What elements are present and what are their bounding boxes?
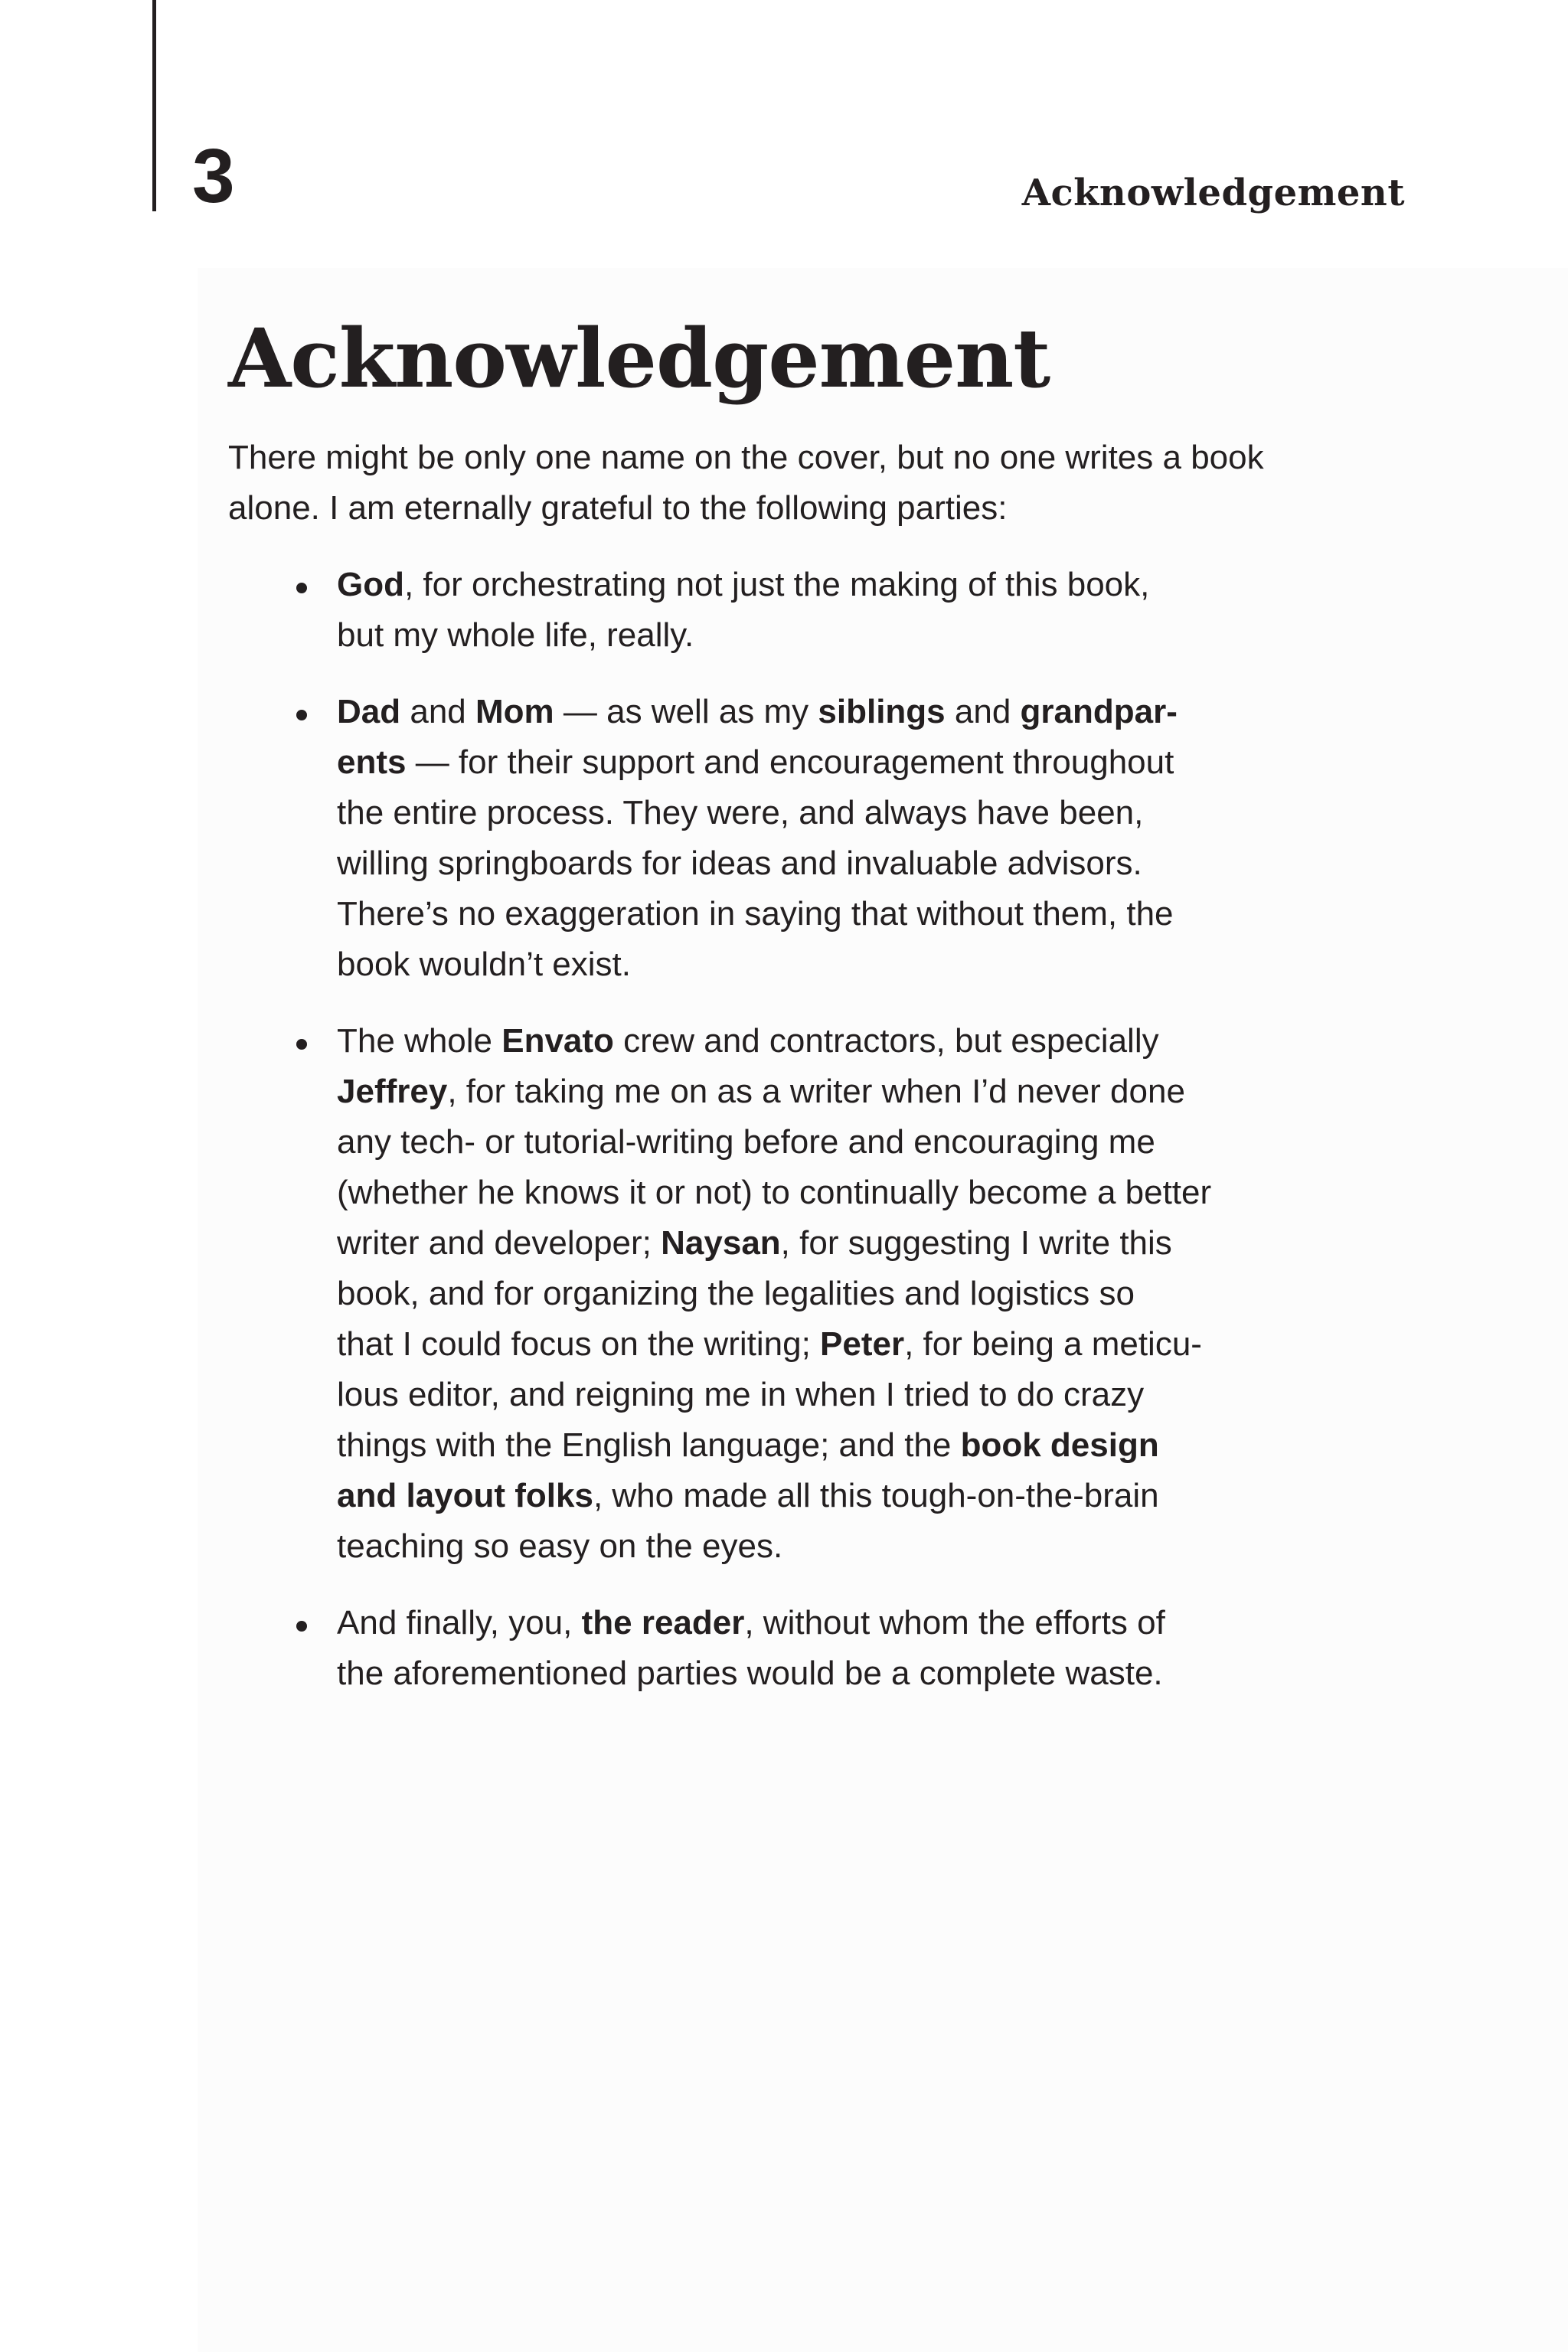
text-run: , for suggesting I write this xyxy=(780,1223,1172,1262)
text-line xyxy=(337,1174,1211,1211)
text-run: and xyxy=(400,692,475,730)
running-header-title: Acknowledgement xyxy=(1021,172,1405,214)
acknowledgement-list xyxy=(228,560,1315,1699)
bold-name: book design xyxy=(960,1426,1159,1464)
text-line xyxy=(337,1224,1172,1262)
text-run: — as well as my xyxy=(554,692,818,730)
text-line xyxy=(337,1604,1165,1642)
chapter-title: Acknowledgement xyxy=(228,310,1050,406)
text-run: There’s no exaggeration in saying that without them, the xyxy=(337,894,1174,933)
page-content xyxy=(228,310,1315,1725)
text-line xyxy=(337,1073,1185,1110)
text-run: writer and developer; xyxy=(337,1223,662,1262)
text-line xyxy=(337,1477,1159,1514)
text-run: book wouldn’t exist. xyxy=(337,945,631,983)
text-line xyxy=(337,895,1174,933)
list-item-text xyxy=(337,1022,1211,1565)
list-item-text xyxy=(337,1604,1165,1692)
text-run: — for their support and encouragement throughout xyxy=(406,743,1174,781)
text-run: , for taking me on as a writer when I’d never done xyxy=(447,1072,1185,1110)
bullet-icon xyxy=(296,1621,307,1632)
text-line xyxy=(337,1376,1144,1413)
text-run: (whether he knows it or not) to continually become a better xyxy=(337,1173,1212,1211)
text-line xyxy=(337,616,694,654)
bold-name: God xyxy=(337,565,404,603)
bullet-icon xyxy=(296,710,307,720)
header-vertical-rule xyxy=(152,0,156,211)
text-run: And finally, you, xyxy=(337,1603,582,1642)
text-run: , for being a meticu- xyxy=(904,1325,1202,1363)
list-item xyxy=(228,1016,1315,1572)
page-number: 3 xyxy=(192,133,235,219)
bold-name: grandpar- xyxy=(1020,692,1178,730)
text-run: any tech- or tutorial-writing before and encouraging me xyxy=(337,1122,1155,1161)
text-line xyxy=(337,844,1142,882)
bold-name: and layout folks xyxy=(337,1476,593,1514)
list-item xyxy=(228,687,1315,990)
text-line xyxy=(337,1655,1163,1692)
text-run: , for orchestrating not just the making of this book, xyxy=(403,565,1150,603)
bold-name: the reader xyxy=(581,1603,745,1642)
text-run: but my whole life, really. xyxy=(337,616,694,654)
bold-name: Jeffrey xyxy=(337,1072,448,1110)
text-line xyxy=(337,946,631,983)
text-line xyxy=(337,566,1149,603)
bullet-icon xyxy=(296,583,307,593)
text-run: the aforementioned parties would be a complete waste. xyxy=(337,1654,1163,1692)
text-run: things with the English language; and the xyxy=(337,1426,961,1464)
text-line xyxy=(337,1275,1135,1312)
text-line xyxy=(337,1527,782,1565)
text-line xyxy=(337,693,1178,730)
bold-name: Envato xyxy=(501,1021,614,1060)
text-line xyxy=(337,743,1174,781)
text-line xyxy=(337,1022,1159,1060)
text-run: The whole xyxy=(337,1021,502,1060)
text-run: willing springboards for ideas and invaluable advisors. xyxy=(337,844,1142,882)
bold-name: ents xyxy=(337,743,407,781)
intro-paragraph: There might be only one name on the cover, but no one writes a book alone. I am eternally grateful to the following parties: xyxy=(228,438,1264,527)
text-line xyxy=(337,794,1143,831)
bold-name: Mom xyxy=(475,692,554,730)
text-run: that I could focus on the writing; xyxy=(337,1325,821,1363)
list-item-text xyxy=(337,693,1178,983)
text-line xyxy=(337,1426,1159,1464)
text-run: the entire process. They were, and always have been, xyxy=(337,793,1144,831)
text-line xyxy=(337,1123,1155,1161)
list-item xyxy=(228,560,1315,661)
bold-name: Peter xyxy=(820,1325,905,1363)
text-line xyxy=(337,1325,1202,1363)
text-run: teaching so easy on the eyes. xyxy=(337,1527,783,1565)
bold-name: siblings xyxy=(818,692,946,730)
text-run: , without whom the efforts of xyxy=(744,1603,1165,1642)
bold-name: Naysan xyxy=(661,1223,781,1262)
bullet-icon xyxy=(296,1039,307,1050)
text-run: lous editor, and reigning me in when I tried to do crazy xyxy=(337,1375,1145,1413)
text-run: crew and contractors, but especially xyxy=(613,1021,1159,1060)
text-run: and xyxy=(945,692,1021,730)
bold-name: Dad xyxy=(337,692,401,730)
list-item xyxy=(228,1598,1315,1699)
text-run: , who made all this tough-on-the-brain xyxy=(593,1476,1159,1514)
text-run: book, and for organizing the legalities and logistics so xyxy=(337,1274,1135,1312)
list-item-text xyxy=(337,566,1149,654)
